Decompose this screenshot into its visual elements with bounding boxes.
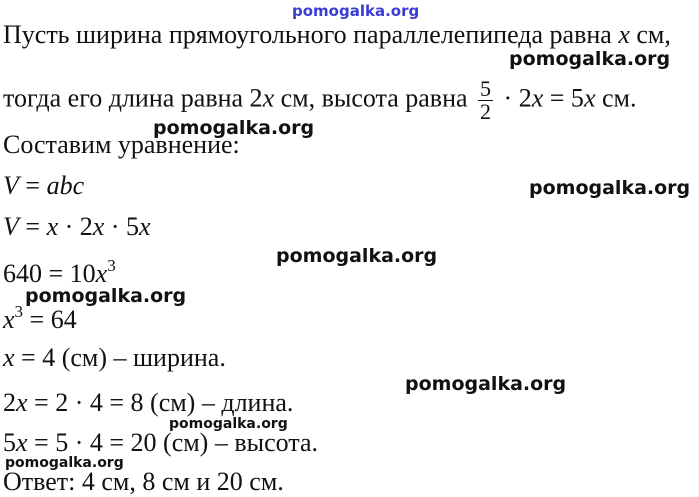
line-text: тогда его длина равна 2: [3, 83, 263, 113]
exponent: 3: [107, 256, 116, 275]
watermark: pomogalka.org: [169, 416, 288, 432]
solution-line-5: [3, 212, 151, 242]
solution-line-3: [3, 130, 240, 160]
line-text: = 2 · 4 = 8 (см) – длина.: [27, 388, 294, 417]
fraction-denominator: 2: [480, 99, 492, 124]
math-var: V: [3, 171, 19, 200]
solution-line-9: [3, 388, 293, 418]
math-var: x: [3, 305, 15, 334]
line-text: 5: [3, 428, 16, 457]
watermark: pomogalka.org: [405, 373, 567, 395]
math-var: x: [16, 428, 28, 457]
line-text: 2: [3, 388, 16, 417]
watermark: pomogalka.org: [25, 285, 187, 307]
math-var: abc: [46, 171, 85, 200]
solution-line-10: [3, 428, 318, 458]
math-var: x: [46, 212, 59, 241]
math-var: x: [618, 20, 630, 49]
solution-line-1: [3, 20, 671, 50]
math-var: x: [583, 83, 596, 113]
line-text: = 5: [543, 83, 584, 113]
watermark: pomogalka.org: [153, 117, 315, 139]
line-text: · 2: [497, 83, 532, 113]
math-var: x: [16, 388, 28, 417]
watermark-top: pomogalka.org: [292, 2, 420, 20]
line-text: см.: [595, 83, 637, 113]
answer-line: [3, 467, 284, 497]
line-text: 640 = 10: [3, 259, 96, 288]
fraction-numerator: 5: [480, 76, 492, 101]
math-var: V: [3, 212, 19, 241]
line-text: = 5 · 4 = 20 (см) – высота.: [27, 428, 319, 457]
line-text: · 5: [104, 212, 139, 241]
fraction: [478, 78, 493, 123]
exponent: 3: [14, 302, 24, 321]
line-text: =: [18, 212, 47, 241]
watermark: pomogalka.org: [276, 245, 438, 267]
line-text: = 64: [23, 305, 77, 334]
watermark: pomogalka.org: [5, 455, 124, 471]
line-text: см, высота равна: [274, 83, 475, 113]
math-var: x: [262, 83, 275, 113]
watermark: pomogalka.org: [509, 48, 671, 70]
line-text: · 2: [58, 212, 93, 241]
math-var: x: [92, 212, 105, 241]
solution-line-8: [3, 343, 226, 373]
line-text: Ответ: 4 см, 8 см и 20 см.: [3, 467, 284, 496]
line-text: см,: [629, 20, 671, 49]
solution-line-6: [3, 256, 116, 292]
solution-line-7: [3, 302, 77, 338]
math-var: x: [531, 83, 544, 113]
line-text: = 4 (см) – ширина.: [14, 343, 226, 372]
math-var: x: [95, 259, 108, 288]
watermark: pomogalka.org: [529, 177, 691, 199]
line-text: =: [18, 171, 47, 200]
math-var: x: [139, 212, 151, 241]
solution-line-4: [3, 171, 84, 201]
solution-line-2: [3, 78, 636, 123]
line-text: Составим уравнение:: [3, 130, 240, 159]
math-var: x: [3, 343, 15, 372]
line-text: Пусть ширина прямоугольного параллелепипеда равна: [3, 20, 619, 49]
